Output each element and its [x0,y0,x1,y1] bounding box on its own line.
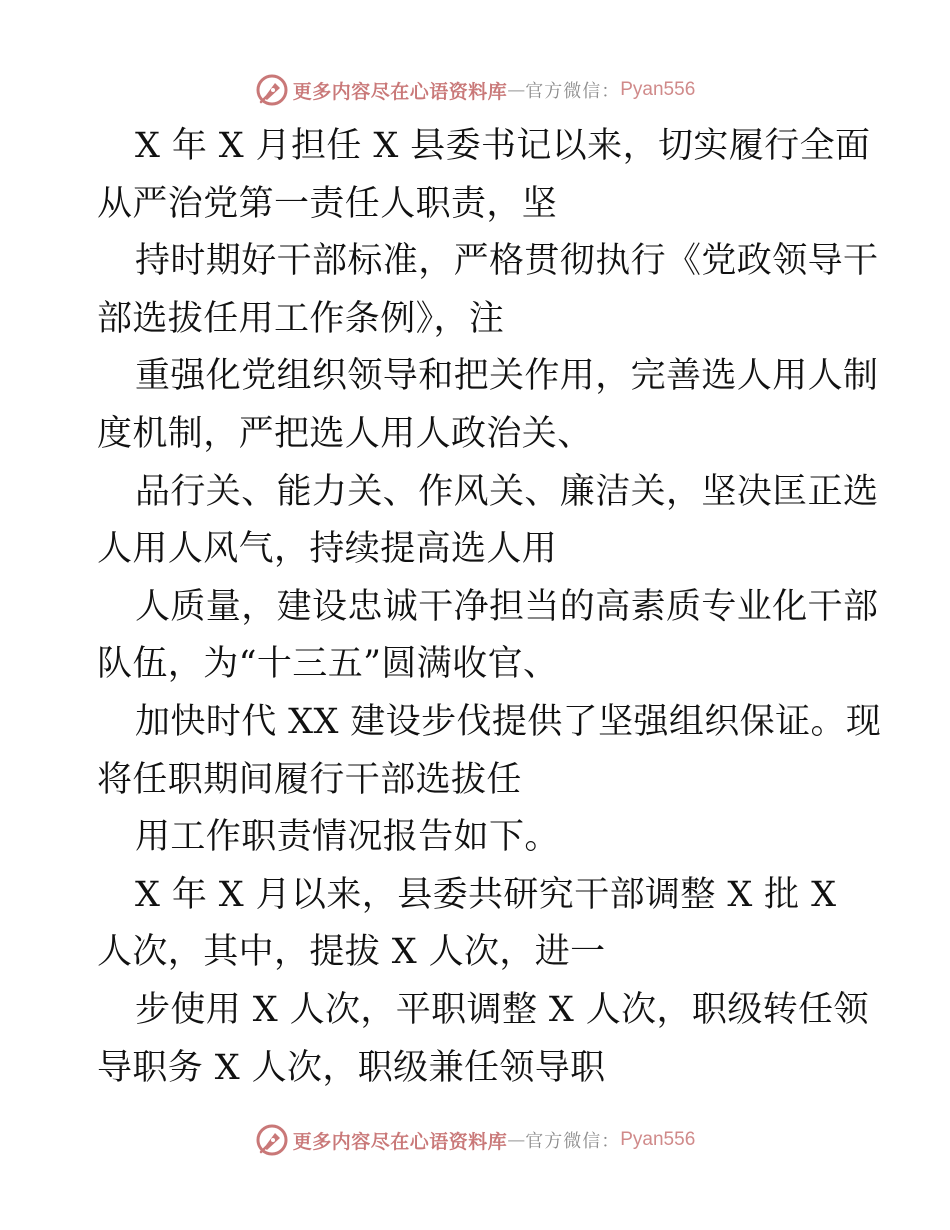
body-line: 步使用 X 人次，平职调整 X 人次，职级转任领 [135,989,869,1030]
header-banner-dash: — [507,79,526,101]
body-line: 将任职期间履行干部选拔任 [97,759,522,800]
body-line: 人质量，建设忠诚干净担当的高素质专业化干部 [135,586,879,627]
header-banner [0,70,950,110]
footer-banner [0,1120,950,1160]
footer-wechat-label: 官方微信： [525,1131,621,1152]
pen-nib-logo-icon [255,73,289,107]
body-line: 队伍，为“十三五”圆满收官、 [97,644,559,685]
footer-banner-dash: — [507,1129,526,1151]
document-body [97,118,882,1097]
body-line: 品行关、能力关、作风关、廉洁关，坚决匡正选 [135,471,879,512]
pen-nib-logo-icon [255,1123,289,1157]
header-wechat-label: 官方微信： [525,81,621,102]
header-wechat-id: Pyan556 [620,79,696,100]
body-line: 人用人风气，持续提高选人用 [97,529,558,570]
body-line: X 年 X 月以来，县委共研究干部调整 X 批 X [135,874,837,915]
body-line: 持时期好干部标准，严格贯彻执行《党政领导干 [135,241,879,282]
footer-banner-text: 更多内容尽在心语资料库 [292,1130,508,1153]
body-line: 度机制，严把选人用人政治关、 [97,413,593,454]
body-line: 重强化党组织领导和把关作用，完善选人用人制 [135,356,879,397]
body-line: X 年 X 月担任 X 县委书记以来，切实履行全面 [135,126,871,166]
header-banner-text: 更多内容尽在心语资料库 [292,80,508,103]
body-line: 用工作职责情况报告如下。 [135,817,560,858]
footer-wechat-id: Pyan556 [620,1129,696,1150]
body-line: 导职务 X 人次，职级兼任领导职 [97,1047,606,1088]
body-line: 从严治党第一责任人职责，坚 [97,183,558,224]
body-line: 加快时代 XX 建设步伐提供了坚强组织保证。现 [135,701,882,742]
body-line: 部选拔任用工作条例》，注 [97,298,505,339]
body-line: 人次，其中，提拔 X 人次，进一 [97,932,606,973]
